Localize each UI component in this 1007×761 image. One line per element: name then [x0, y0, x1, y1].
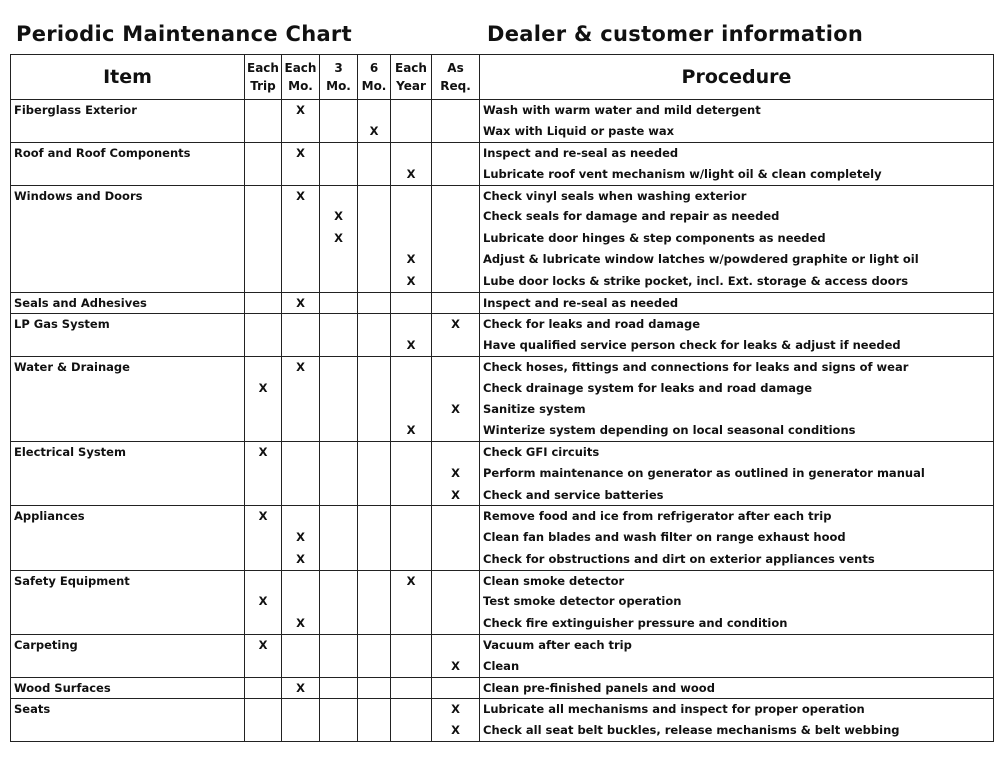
freq-header-as-required: As Req.: [432, 55, 480, 100]
frequency-mark: X: [282, 549, 320, 570]
item-cell: Roof and Roof Components: [11, 142, 245, 185]
frequency-cell: [320, 121, 358, 142]
table-row: [11, 506, 994, 527]
frequency-cell: [432, 549, 480, 570]
frequency-cell: [391, 591, 432, 612]
item-cell: Seals and Adhesives: [11, 292, 245, 313]
frequency-cell: [320, 356, 358, 377]
frequency-cell: [282, 420, 320, 441]
frequency-cell: [358, 313, 391, 334]
frequency-cell: [391, 677, 432, 698]
frequency-cell: [358, 591, 391, 612]
frequency-cell: [358, 549, 391, 570]
frequency-cell: [358, 720, 391, 741]
frequency-cell: [282, 720, 320, 741]
item-header: Item: [11, 55, 245, 100]
frequency-cell: [358, 506, 391, 527]
frequency-cell: [282, 485, 320, 506]
procedure-cell: Lubricate roof vent mechanism w/light oil & clean completely: [480, 164, 994, 185]
table-row: [11, 570, 994, 591]
freq-header-3-months: 3 Mo.: [320, 55, 358, 100]
item-cell: Water & Drainage: [11, 356, 245, 442]
frequency-cell: [282, 399, 320, 420]
frequency-cell: [320, 399, 358, 420]
header-row: [11, 55, 994, 100]
frequency-cell: [432, 613, 480, 634]
frequency-cell: [320, 378, 358, 399]
frequency-mark: X: [282, 185, 320, 206]
procedure-cell: Lubricate door hinges & step components as needed: [480, 228, 994, 249]
frequency-cell: [282, 271, 320, 292]
frequency-cell: [358, 570, 391, 591]
item-cell: Windows and Doors: [11, 185, 245, 292]
frequency-mark: X: [320, 228, 358, 249]
frequency-mark: X: [282, 292, 320, 313]
frequency-cell: [245, 335, 282, 356]
freq-header-6-months: 6 Mo.: [358, 55, 391, 100]
frequency-cell: [391, 206, 432, 227]
frequency-cell: [391, 142, 432, 163]
freq-header-each-month: Each Mo.: [282, 55, 320, 100]
frequency-cell: [245, 698, 282, 719]
frequency-cell: [320, 335, 358, 356]
frequency-mark: X: [282, 527, 320, 548]
procedure-cell: Check and service batteries: [480, 485, 994, 506]
table-row: [11, 313, 994, 334]
frequency-cell: [432, 185, 480, 206]
frequency-mark: X: [245, 378, 282, 399]
frequency-cell: [282, 206, 320, 227]
frequency-cell: [358, 228, 391, 249]
frequency-cell: [432, 164, 480, 185]
frequency-cell: [432, 121, 480, 142]
frequency-cell: [282, 313, 320, 334]
frequency-cell: [320, 442, 358, 463]
frequency-cell: [432, 249, 480, 270]
table-row: [11, 442, 994, 463]
frequency-cell: [432, 527, 480, 548]
frequency-cell: [358, 164, 391, 185]
frequency-mark: X: [245, 591, 282, 612]
frequency-cell: [358, 292, 391, 313]
frequency-cell: [320, 570, 358, 591]
frequency-cell: [245, 185, 282, 206]
frequency-cell: [245, 677, 282, 698]
frequency-mark: X: [358, 121, 391, 142]
frequency-cell: [391, 549, 432, 570]
procedure-cell: Have qualified service person check for leaks & adjust if needed: [480, 335, 994, 356]
item-cell: Seats: [11, 698, 245, 741]
frequency-cell: [320, 591, 358, 612]
frequency-cell: [245, 420, 282, 441]
frequency-cell: [282, 591, 320, 612]
frequency-mark: X: [432, 313, 480, 334]
procedure-cell: Adjust & lubricate window latches w/powdered graphite or light oil: [480, 249, 994, 270]
frequency-cell: [391, 228, 432, 249]
frequency-cell: [245, 313, 282, 334]
frequency-cell: [391, 378, 432, 399]
frequency-mark: X: [432, 399, 480, 420]
frequency-cell: [358, 527, 391, 548]
frequency-cell: [320, 271, 358, 292]
frequency-cell: [391, 121, 432, 142]
procedure-cell: Check GFI circuits: [480, 442, 994, 463]
frequency-cell: [245, 549, 282, 570]
frequency-cell: [320, 313, 358, 334]
frequency-cell: [432, 634, 480, 655]
frequency-cell: [358, 399, 391, 420]
procedure-cell: Winterize system depending on local seasonal conditions: [480, 420, 994, 441]
frequency-mark: X: [245, 634, 282, 655]
frequency-cell: [282, 378, 320, 399]
frequency-cell: [320, 677, 358, 698]
frequency-mark: X: [432, 485, 480, 506]
frequency-cell: [245, 228, 282, 249]
procedure-cell: Check hoses, fittings and connections for leaks and signs of wear: [480, 356, 994, 377]
frequency-cell: [358, 100, 391, 121]
frequency-cell: [358, 249, 391, 270]
item-cell: Appliances: [11, 506, 245, 570]
frequency-cell: [432, 570, 480, 591]
frequency-cell: [282, 121, 320, 142]
procedure-cell: Vacuum after each trip: [480, 634, 994, 655]
freq-header-each-trip: Each Trip: [245, 55, 282, 100]
frequency-cell: [358, 206, 391, 227]
chart-title: Periodic Maintenance Chart: [16, 22, 352, 46]
frequency-cell: [282, 228, 320, 249]
table-row: [11, 292, 994, 313]
procedure-cell: Lube door locks & strike pocket, incl. Ext. storage & access doors: [480, 271, 994, 292]
frequency-cell: [320, 100, 358, 121]
frequency-cell: [245, 271, 282, 292]
frequency-cell: [358, 185, 391, 206]
freq-header-each-year: Each Year: [391, 55, 432, 100]
frequency-cell: [245, 656, 282, 677]
frequency-mark: X: [391, 271, 432, 292]
frequency-cell: [391, 634, 432, 655]
frequency-cell: [391, 527, 432, 548]
procedure-cell: Inspect and re-seal as needed: [480, 292, 994, 313]
procedure-cell: Clean: [480, 656, 994, 677]
frequency-mark: X: [282, 677, 320, 698]
frequency-cell: [391, 313, 432, 334]
procedure-cell: Wash with warm water and mild detergent: [480, 100, 994, 121]
table-row: [11, 677, 994, 698]
procedure-cell: Clean fan blades and wash filter on range exhaust hood: [480, 527, 994, 548]
frequency-mark: X: [282, 142, 320, 163]
frequency-cell: [320, 656, 358, 677]
frequency-cell: [245, 399, 282, 420]
frequency-mark: X: [432, 463, 480, 484]
frequency-cell: [391, 485, 432, 506]
procedure-cell: Inspect and re-seal as needed: [480, 142, 994, 163]
frequency-cell: [320, 142, 358, 163]
frequency-cell: [391, 506, 432, 527]
procedure-cell: Test smoke detector operation: [480, 591, 994, 612]
procedure-cell: Check fire extinguisher pressure and condition: [480, 613, 994, 634]
procedure-cell: Check for obstructions and dirt on exterior appliances vents: [480, 549, 994, 570]
frequency-cell: [245, 142, 282, 163]
frequency-cell: [320, 698, 358, 719]
frequency-mark: X: [320, 206, 358, 227]
frequency-mark: X: [245, 442, 282, 463]
frequency-cell: [282, 570, 320, 591]
item-cell: Fiberglass Exterior: [11, 100, 245, 143]
frequency-mark: X: [391, 249, 432, 270]
frequency-cell: [358, 356, 391, 377]
table-row: [11, 185, 994, 206]
procedure-cell: Lubricate all mechanisms and inspect for proper operation: [480, 698, 994, 719]
item-cell: Carpeting: [11, 634, 245, 677]
frequency-cell: [320, 634, 358, 655]
frequency-cell: [391, 463, 432, 484]
frequency-cell: [282, 656, 320, 677]
frequency-cell: [320, 185, 358, 206]
frequency-cell: [282, 249, 320, 270]
frequency-mark: X: [391, 420, 432, 441]
frequency-cell: [391, 656, 432, 677]
frequency-cell: [432, 420, 480, 441]
frequency-cell: [391, 698, 432, 719]
frequency-cell: [358, 442, 391, 463]
frequency-mark: X: [245, 506, 282, 527]
frequency-mark: X: [432, 698, 480, 719]
frequency-cell: [432, 356, 480, 377]
table-row: [11, 634, 994, 655]
frequency-cell: [391, 442, 432, 463]
item-cell: Wood Surfaces: [11, 677, 245, 698]
frequency-cell: [320, 720, 358, 741]
procedure-cell: Remove food and ice from refrigerator after each trip: [480, 506, 994, 527]
frequency-cell: [320, 506, 358, 527]
frequency-cell: [245, 164, 282, 185]
frequency-cell: [432, 442, 480, 463]
frequency-cell: [320, 420, 358, 441]
frequency-mark: X: [432, 656, 480, 677]
frequency-cell: [432, 506, 480, 527]
frequency-cell: [320, 164, 358, 185]
frequency-cell: [391, 399, 432, 420]
frequency-cell: [245, 720, 282, 741]
frequency-cell: [391, 100, 432, 121]
frequency-cell: [391, 356, 432, 377]
frequency-cell: [245, 100, 282, 121]
frequency-cell: [282, 463, 320, 484]
frequency-cell: [320, 549, 358, 570]
frequency-cell: [320, 527, 358, 548]
frequency-cell: [358, 634, 391, 655]
frequency-mark: X: [391, 335, 432, 356]
frequency-cell: [432, 228, 480, 249]
frequency-cell: [245, 121, 282, 142]
frequency-cell: [358, 485, 391, 506]
frequency-cell: [320, 485, 358, 506]
frequency-cell: [358, 613, 391, 634]
procedure-header: Procedure: [480, 55, 994, 100]
frequency-cell: [245, 527, 282, 548]
frequency-cell: [432, 271, 480, 292]
frequency-mark: X: [282, 356, 320, 377]
frequency-cell: [245, 613, 282, 634]
procedure-cell: Wax with Liquid or paste wax: [480, 121, 994, 142]
procedure-cell: Check all seat belt buckles, release mechanisms & belt webbing: [480, 720, 994, 741]
frequency-mark: X: [432, 720, 480, 741]
procedure-cell: Check for leaks and road damage: [480, 313, 994, 334]
frequency-cell: [432, 335, 480, 356]
frequency-cell: [245, 463, 282, 484]
frequency-cell: [358, 463, 391, 484]
frequency-cell: [432, 591, 480, 612]
frequency-cell: [320, 249, 358, 270]
procedure-cell: Sanitize system: [480, 399, 994, 420]
frequency-cell: [245, 292, 282, 313]
frequency-cell: [245, 570, 282, 591]
procedure-cell: Clean pre-finished panels and wood: [480, 677, 994, 698]
frequency-cell: [432, 292, 480, 313]
frequency-cell: [245, 206, 282, 227]
frequency-cell: [320, 613, 358, 634]
frequency-cell: [358, 420, 391, 441]
frequency-cell: [432, 142, 480, 163]
frequency-cell: [282, 442, 320, 463]
table-row: [11, 698, 994, 719]
procedure-cell: Check drainage system for leaks and road damage: [480, 378, 994, 399]
frequency-cell: [391, 720, 432, 741]
frequency-cell: [320, 292, 358, 313]
frequency-cell: [358, 698, 391, 719]
frequency-cell: [245, 485, 282, 506]
table-row: [11, 142, 994, 163]
item-cell: Electrical System: [11, 442, 245, 506]
item-cell: Safety Equipment: [11, 570, 245, 634]
frequency-cell: [432, 677, 480, 698]
frequency-cell: [358, 142, 391, 163]
frequency-cell: [391, 292, 432, 313]
frequency-cell: [282, 634, 320, 655]
procedure-cell: Perform maintenance on generator as outlined in generator manual: [480, 463, 994, 484]
frequency-cell: [245, 356, 282, 377]
procedure-cell: Clean smoke detector: [480, 570, 994, 591]
table-row: [11, 356, 994, 377]
frequency-cell: [358, 378, 391, 399]
frequency-cell: [358, 677, 391, 698]
frequency-cell: [282, 164, 320, 185]
frequency-cell: [432, 206, 480, 227]
frequency-cell: [432, 378, 480, 399]
frequency-cell: [282, 335, 320, 356]
frequency-mark: X: [282, 613, 320, 634]
frequency-cell: [282, 506, 320, 527]
frequency-mark: X: [391, 570, 432, 591]
procedure-cell: Check vinyl seals when washing exterior: [480, 185, 994, 206]
table-row: [11, 100, 994, 121]
frequency-cell: [320, 463, 358, 484]
frequency-cell: [391, 185, 432, 206]
frequency-cell: [358, 656, 391, 677]
item-cell: LP Gas System: [11, 313, 245, 356]
frequency-mark: X: [282, 100, 320, 121]
frequency-cell: [282, 698, 320, 719]
frequency-cell: [245, 249, 282, 270]
frequency-cell: [358, 271, 391, 292]
frequency-cell: [432, 100, 480, 121]
procedure-cell: Check seals for damage and repair as needed: [480, 206, 994, 227]
maintenance-table: [10, 54, 994, 742]
frequency-cell: [358, 335, 391, 356]
frequency-cell: [391, 613, 432, 634]
dealer-info-title: Dealer & customer information: [487, 22, 864, 46]
frequency-mark: X: [391, 164, 432, 185]
